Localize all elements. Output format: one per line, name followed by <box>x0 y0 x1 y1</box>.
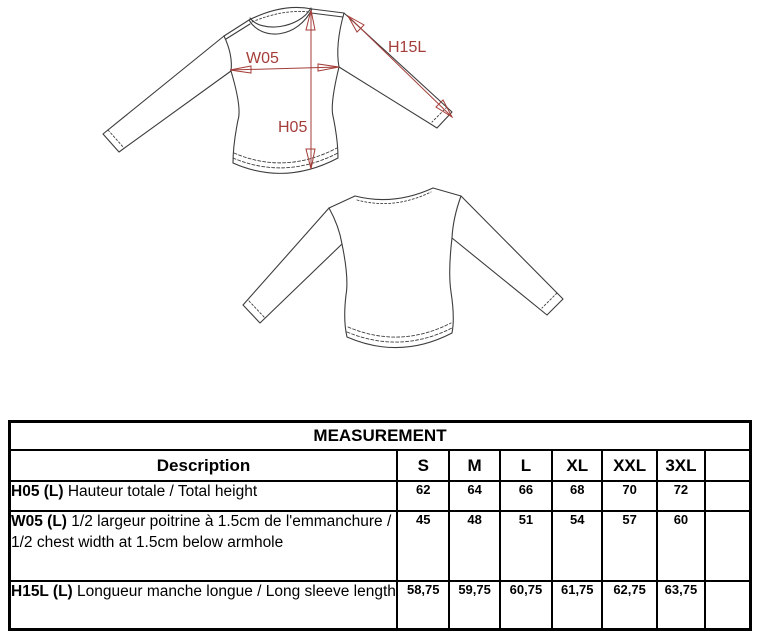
back-view-drawing <box>243 188 563 348</box>
table-title-row <box>10 422 751 451</box>
back-right-cuff-stitch <box>542 293 557 308</box>
back-left-shoulder-seam <box>329 196 355 208</box>
w05-value-xl: 54 <box>552 511 602 581</box>
row-h15l-code: H15L (L) <box>11 583 73 600</box>
h15l-value-s: 58,75 <box>397 581 449 630</box>
h15l-value-3xl: 63,75 <box>657 581 705 630</box>
back-left-cuff-stitch <box>249 301 265 318</box>
front-neck-stitch <box>252 11 309 22</box>
col-header-size-l: L <box>500 450 552 481</box>
col-header-size-xl: XL <box>552 450 602 481</box>
h15l-value-m: 59,75 <box>449 581 499 630</box>
h05-value-xxl: 70 <box>602 481 656 511</box>
table-title: MEASUREMENT <box>10 422 751 451</box>
row-h05-description <box>10 481 398 511</box>
back-left-armhole-seam <box>329 208 342 244</box>
table-row-h05 <box>10 481 751 511</box>
back-right-shoulder-seam <box>433 188 461 196</box>
col-header-size-xxl: XXL <box>602 450 656 481</box>
row-h15l-text: Longueur manche longue / Long sleeve length <box>72 583 396 600</box>
table-row-w05 <box>10 511 751 581</box>
back-right-side-seam <box>450 238 454 333</box>
h15l-value-empty <box>705 581 750 630</box>
table-row-h15l <box>10 581 751 630</box>
w05-value-s: 45 <box>397 511 449 581</box>
row-w05-code: W05 (L) <box>11 513 67 530</box>
w05-value-3xl: 60 <box>657 511 705 581</box>
h05-label: H05 <box>278 119 308 136</box>
front-left-side-seam <box>231 71 239 163</box>
dimension-annotations <box>230 10 452 169</box>
front-right-shoulder-seam <box>311 9 344 17</box>
row-w05-description <box>10 511 398 581</box>
measurement-table-section <box>8 420 752 631</box>
h05-value-empty <box>705 481 750 511</box>
front-left-sleeve <box>103 36 231 152</box>
front-view-drawing <box>103 7 452 173</box>
front-right-side-seam <box>332 67 339 158</box>
w05-value-l: 51 <box>500 511 552 581</box>
col-header-empty <box>705 450 750 481</box>
h15l-value-xl: 61,75 <box>552 581 602 630</box>
h05-value-m: 64 <box>449 481 499 511</box>
front-right-armhole-seam <box>338 13 344 67</box>
front-left-armhole-seam <box>224 36 231 71</box>
h15l-value-l: 60,75 <box>500 581 552 630</box>
back-neck-line <box>355 188 433 200</box>
table-header-row <box>10 450 751 481</box>
h05-value-s: 62 <box>397 481 449 511</box>
h15l-label: H15L <box>388 39 427 56</box>
col-header-size-m: M <box>449 450 499 481</box>
measurement-table <box>8 420 752 631</box>
h05-dimension-line <box>306 10 315 169</box>
back-left-sleeve <box>243 208 342 323</box>
front-collar-inner <box>250 8 311 27</box>
h05-value-l: 66 <box>500 481 552 511</box>
h15l-dimension-line <box>348 16 452 117</box>
back-left-side-seam <box>342 244 347 337</box>
row-h05-code: H05 (L) <box>11 483 64 500</box>
w05-value-empty <box>705 511 750 581</box>
col-header-size-s: S <box>397 450 449 481</box>
back-right-sleeve <box>452 196 563 315</box>
front-left-shoulder-seam <box>224 20 250 39</box>
row-w05-text: 1/2 largeur poitrine à 1.5cm de l'emmanchure / 1/2 chest width at 1.5cm below armhole <box>11 513 392 551</box>
w05-label: W05 <box>246 50 279 67</box>
row-h15l-description <box>10 581 398 630</box>
h05-value-3xl: 72 <box>657 481 705 511</box>
front-left-cuff-stitch <box>108 130 124 148</box>
col-header-size-3xl: 3XL <box>657 450 705 481</box>
w05-value-m: 48 <box>449 511 499 581</box>
col-header-description: Description <box>10 450 398 481</box>
row-h05-text: Hauteur totale / Total height <box>63 483 258 500</box>
front-collar-outer <box>249 9 312 34</box>
h05-value-xl: 68 <box>552 481 602 511</box>
w05-value-xxl: 57 <box>602 511 656 581</box>
back-right-armhole-seam <box>452 196 461 238</box>
h15l-value-xxl: 62,75 <box>602 581 656 630</box>
